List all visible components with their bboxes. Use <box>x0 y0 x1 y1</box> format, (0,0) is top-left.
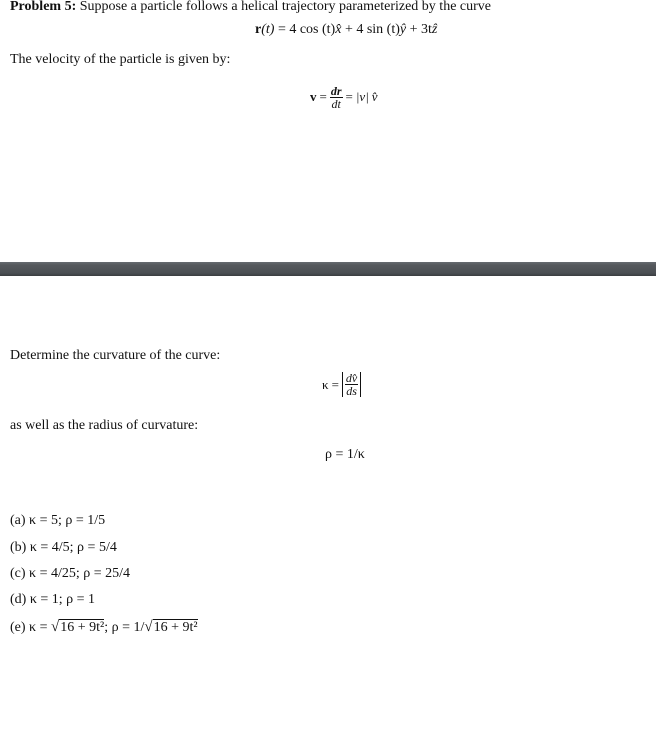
unit-x: x̂ <box>335 22 342 37</box>
choice-label: (c) <box>10 566 26 581</box>
problem-statement: Suppose a particle follows a helical trajectory parameterized by the curve <box>79 0 491 14</box>
problem-label: Problem 5: <box>10 0 77 14</box>
section-divider <box>0 262 656 276</box>
choice-text: κ = 4/5; ρ = 5/4 <box>29 540 117 555</box>
square-root <box>51 619 104 636</box>
choice-label: (e) <box>10 620 26 635</box>
curvature-fraction <box>345 372 358 397</box>
choice-text-mid: ; ρ = 1/ <box>104 620 145 635</box>
answer-choice-b[interactable] <box>10 540 117 556</box>
radicand: 16 + 9t² <box>153 620 198 635</box>
unit-y: ŷ <box>399 22 407 37</box>
answer-choice-a[interactable] <box>10 513 105 529</box>
fraction-denominator: ds <box>346 384 357 398</box>
choice-label: (b) <box>10 540 27 555</box>
answer-choice-c[interactable] <box>10 566 130 582</box>
position-vector: r <box>255 22 262 37</box>
trajectory-equation <box>255 22 437 38</box>
fraction-numerator: dv̂ <box>345 371 358 385</box>
equals-sign: = <box>345 89 353 104</box>
unit-z: ẑ <box>431 22 438 37</box>
radical-sign: √ <box>144 619 153 635</box>
radicand: 16 + 9t² <box>60 620 105 635</box>
velocity-magnitude: |v| <box>355 89 369 104</box>
radius-equation: ρ = 1/κ <box>325 447 365 462</box>
trajectory-term-1: = 4 cos (t) <box>274 22 336 37</box>
answer-choice-e[interactable] <box>10 619 198 636</box>
velocity-intro: The velocity of the particle is given by: <box>10 52 231 67</box>
position-arg: (t) <box>261 22 275 37</box>
fraction-denominator: dt <box>331 96 341 111</box>
velocity-unit-vector: v̂ <box>371 89 378 104</box>
choice-label: (a) <box>10 513 26 528</box>
answer-choice-d[interactable] <box>10 592 95 608</box>
fraction-numerator: dr <box>330 83 342 98</box>
velocity-symbol: v <box>310 89 317 104</box>
equals-sign: = <box>331 376 339 392</box>
curvature-intro: Determine the curvature of the curve: <box>10 348 221 363</box>
problem-heading <box>10 0 491 15</box>
radical-sign: √ <box>51 619 60 635</box>
choice-text: κ = 1; ρ = 1 <box>29 592 96 607</box>
choice-label: (d) <box>10 592 27 607</box>
square-root <box>144 619 197 636</box>
equals-sign: = <box>319 89 327 104</box>
trajectory-term-3: + 3t <box>406 22 432 37</box>
kappa-symbol: κ <box>322 376 329 392</box>
choice-text-pre: κ = <box>29 620 51 635</box>
choice-text: κ = 5; ρ = 1/5 <box>29 513 106 528</box>
trajectory-term-2: + 4 sin (t) <box>341 22 400 37</box>
velocity-equation <box>310 82 378 112</box>
curvature-equation <box>322 372 361 397</box>
choice-text: κ = 4/25; ρ = 25/4 <box>29 566 131 581</box>
absolute-value <box>342 372 361 397</box>
radius-intro: as well as the radius of curvature: <box>10 418 199 433</box>
velocity-fraction <box>330 85 343 110</box>
